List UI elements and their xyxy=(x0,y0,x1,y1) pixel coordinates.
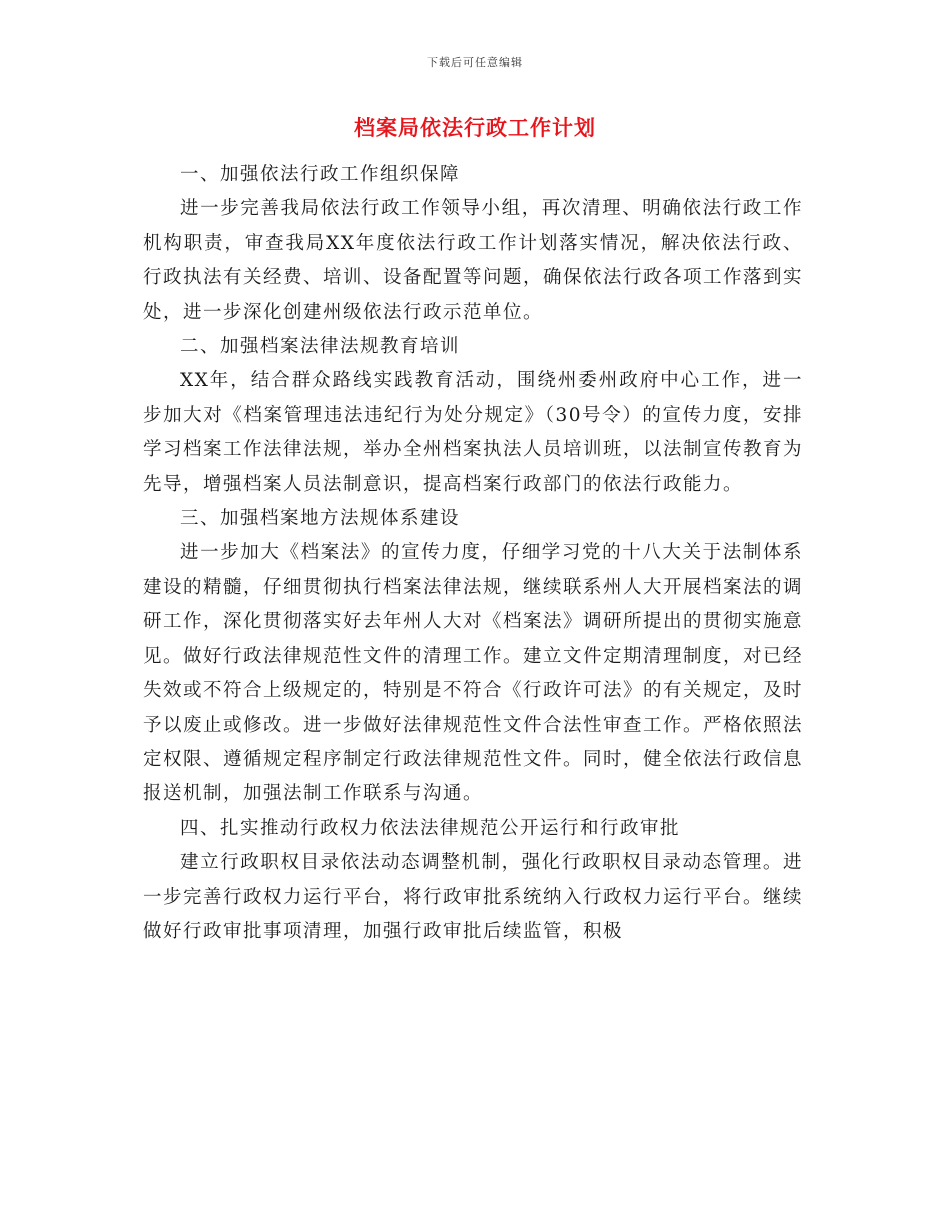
section-heading-1: 一、加强依法行政工作组织保障 xyxy=(180,164,461,185)
document-title: 档案局依法行政工作计划 xyxy=(354,116,596,140)
paragraph-2: XX年，结合群众路线实践教育活动，围绕州委州政府中心工作，进一步加大对《档案管理违法违纪行为处分规定》（30号令）的宣传力度，安排学习档案工作法律法规，举办全州档案执法人员培训班，以法制宣传教育为先导，增强档案人员法制意识，提高档案行政部门的依法行政能力。 xyxy=(143,370,804,495)
section-heading-3: 三、加强档案地方法规体系建设 xyxy=(180,508,461,530)
paragraph-3: 进一步加大《档案法》的宣传力度，仔细学习党的十八大关于法制体系建设的精髓，仔细贯彻执行档案法律法规，继续联系州人大开展档案法的调研工作，深化贯彻落实好去年州人大对《档案法》调研所提出的贯彻实施意见。做好行政法律规范性文件的清理工作。建立文件定期清理制度，对已经失效或不符合上级规定的，特别是不符合《行政许可法》的有关规定，及时予以废止或修改。进一步做好法律规范性文件合法性审查工作。严格依照法定权限、遵循规定程序制定行政法律规范性文件。同时，健全依法行政信息报送机制，加强法制工作联系与沟通。 xyxy=(143,542,804,805)
document-body xyxy=(143,158,803,949)
header-note: 下载后可任意编辑 xyxy=(427,56,523,69)
section-heading-2: 二、加强档案法律法规教育培训 xyxy=(180,336,461,358)
paragraph-1: 进一步完善我局依法行政工作领导小组，再次清理、明确依法行政工作机构职责，审查我局XX年度依法行政工作计划落实情况，解决依法行政、行政执法有关经费、培训、设备配置等问题，确保依法行政各项工作落到实处，进一步深化创建州级依法行政示范单位。 xyxy=(143,198,804,323)
paragraph-4: 建立行政职权目录依法动态调整机制，强化行政职权目录动态管理。进一步完善行政权力运行平台，将行政审批系统纳入行政权力运行平台。继续做好行政审批事项清理，加强行政审批后续监管，积极 xyxy=(143,852,804,942)
section-heading-4: 四、扎实推动行政权力依法法律规范公开运行和行政审批 xyxy=(180,817,681,839)
